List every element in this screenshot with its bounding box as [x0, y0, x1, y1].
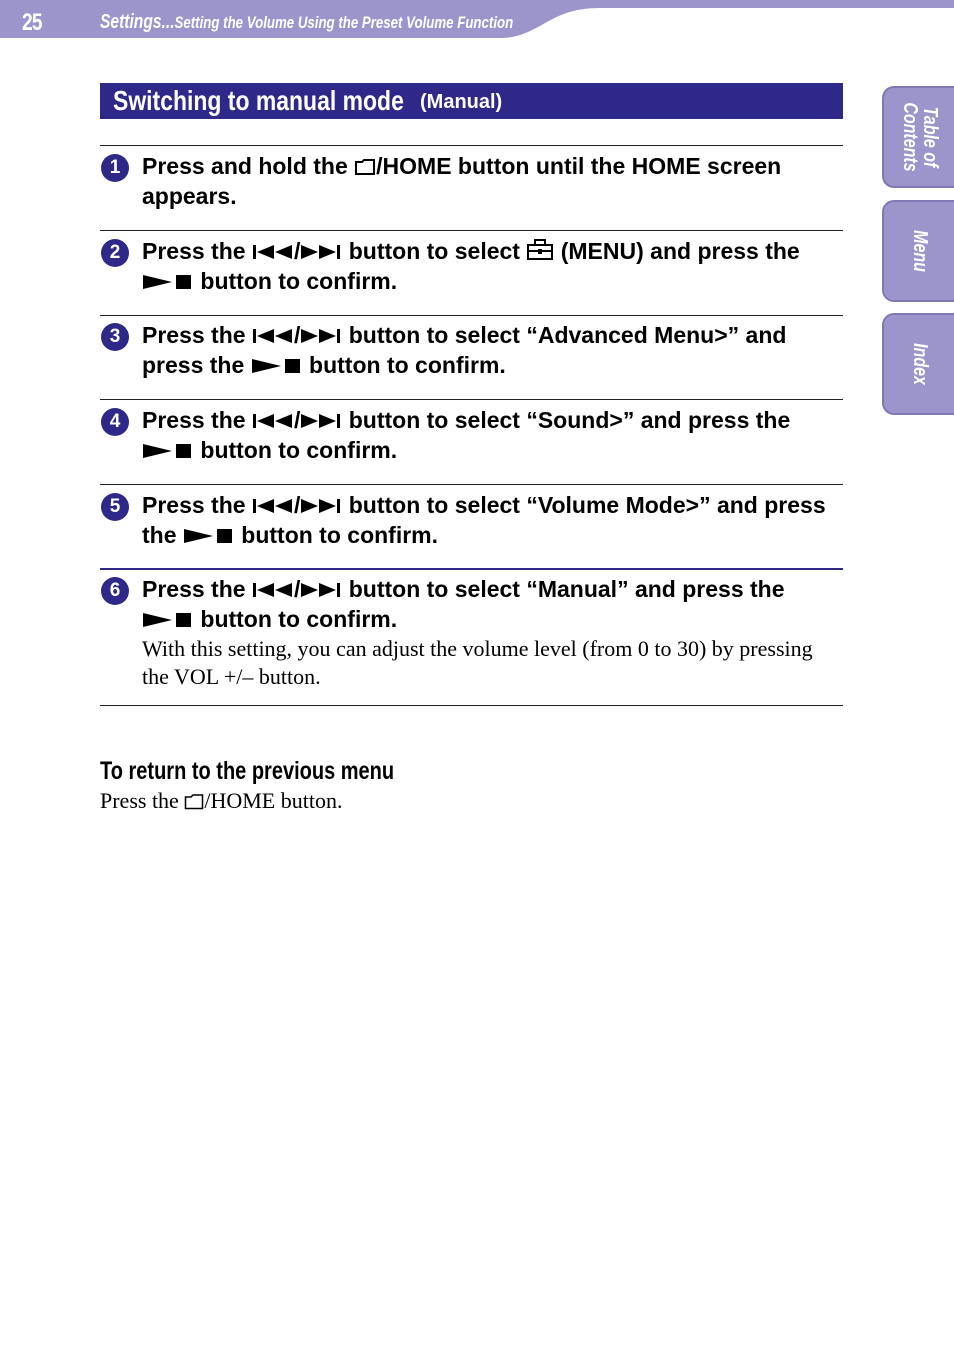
step-text: Press the / button to select “Sound>” and press the button to confirm.: [142, 406, 842, 466]
prev-track-icon[interactable]: [252, 408, 294, 436]
play-stop-icon[interactable]: [183, 523, 235, 551]
tab-table-of-contents[interactable]: [882, 86, 954, 188]
tab-index[interactable]: [882, 313, 954, 415]
breadcrumb-topic: Setting the Volume Using the Preset Volume Function: [174, 13, 514, 32]
page-number: 25: [22, 9, 42, 36]
step-text: Press the / button to select “Advanced Menu>” and press the button to confirm.: [142, 321, 842, 381]
step-number: 6: [101, 577, 129, 605]
return-text: Press the /HOME button.: [100, 788, 342, 816]
page-header: [0, 0, 954, 40]
divider: [100, 484, 843, 485]
step-text: Press the / button to select “Volume Mode>” and press the button to confirm.: [142, 491, 842, 551]
breadcrumb-section[interactable]: Settings...: [100, 11, 175, 33]
play-stop-icon[interactable]: [142, 607, 194, 635]
step-number: 1: [101, 154, 129, 182]
divider: [100, 705, 843, 706]
home-folder-icon: [354, 154, 376, 182]
next-track-icon[interactable]: [300, 323, 342, 351]
next-track-icon[interactable]: [300, 239, 342, 267]
tab-index-label: Index: [909, 343, 931, 385]
prev-track-icon[interactable]: [252, 577, 294, 605]
next-track-icon[interactable]: [300, 408, 342, 436]
tab-menu-label: Menu: [909, 230, 931, 272]
step-number: 4: [101, 408, 129, 436]
tab-table-of-contents-label: Table of Contents: [899, 102, 941, 172]
section-title-bar: [100, 83, 843, 119]
step-text: Press and hold the /HOME button until the HOME screen appears.: [142, 153, 782, 209]
step-text: Press the / button to select (MENU) and press the button to confirm.: [142, 237, 842, 297]
section-subtitle: (Manual): [420, 91, 503, 113]
section-title: Switching to manual mode: [113, 85, 404, 116]
prev-track-icon[interactable]: [252, 493, 294, 521]
toolbox-icon: [526, 239, 554, 267]
divider: [100, 568, 843, 570]
play-stop-icon[interactable]: [142, 438, 194, 466]
tab-menu[interactable]: [882, 200, 954, 302]
divider: [100, 315, 843, 316]
step-number: 2: [101, 239, 129, 267]
play-stop-icon[interactable]: [251, 353, 303, 381]
prev-track-icon[interactable]: [252, 323, 294, 351]
prev-track-icon[interactable]: [252, 239, 294, 267]
next-track-icon[interactable]: [300, 493, 342, 521]
play-stop-icon[interactable]: [142, 269, 194, 297]
step-number: 3: [101, 323, 129, 351]
divider: [100, 145, 843, 146]
home-folder-icon: [184, 790, 204, 816]
step-note: With this setting, you can adjust the volume level (from 0 to 30) by pressing the VOL +/– button.: [142, 636, 813, 689]
divider: [100, 230, 843, 231]
next-track-icon[interactable]: [300, 577, 342, 605]
step-number: 5: [101, 493, 129, 521]
breadcrumb: [100, 11, 513, 34]
return-heading: To return to the previous menu: [100, 757, 395, 785]
step-text: Press the / button to select “Manual” and press the button to confirm.: [142, 575, 842, 635]
divider: [100, 399, 843, 400]
